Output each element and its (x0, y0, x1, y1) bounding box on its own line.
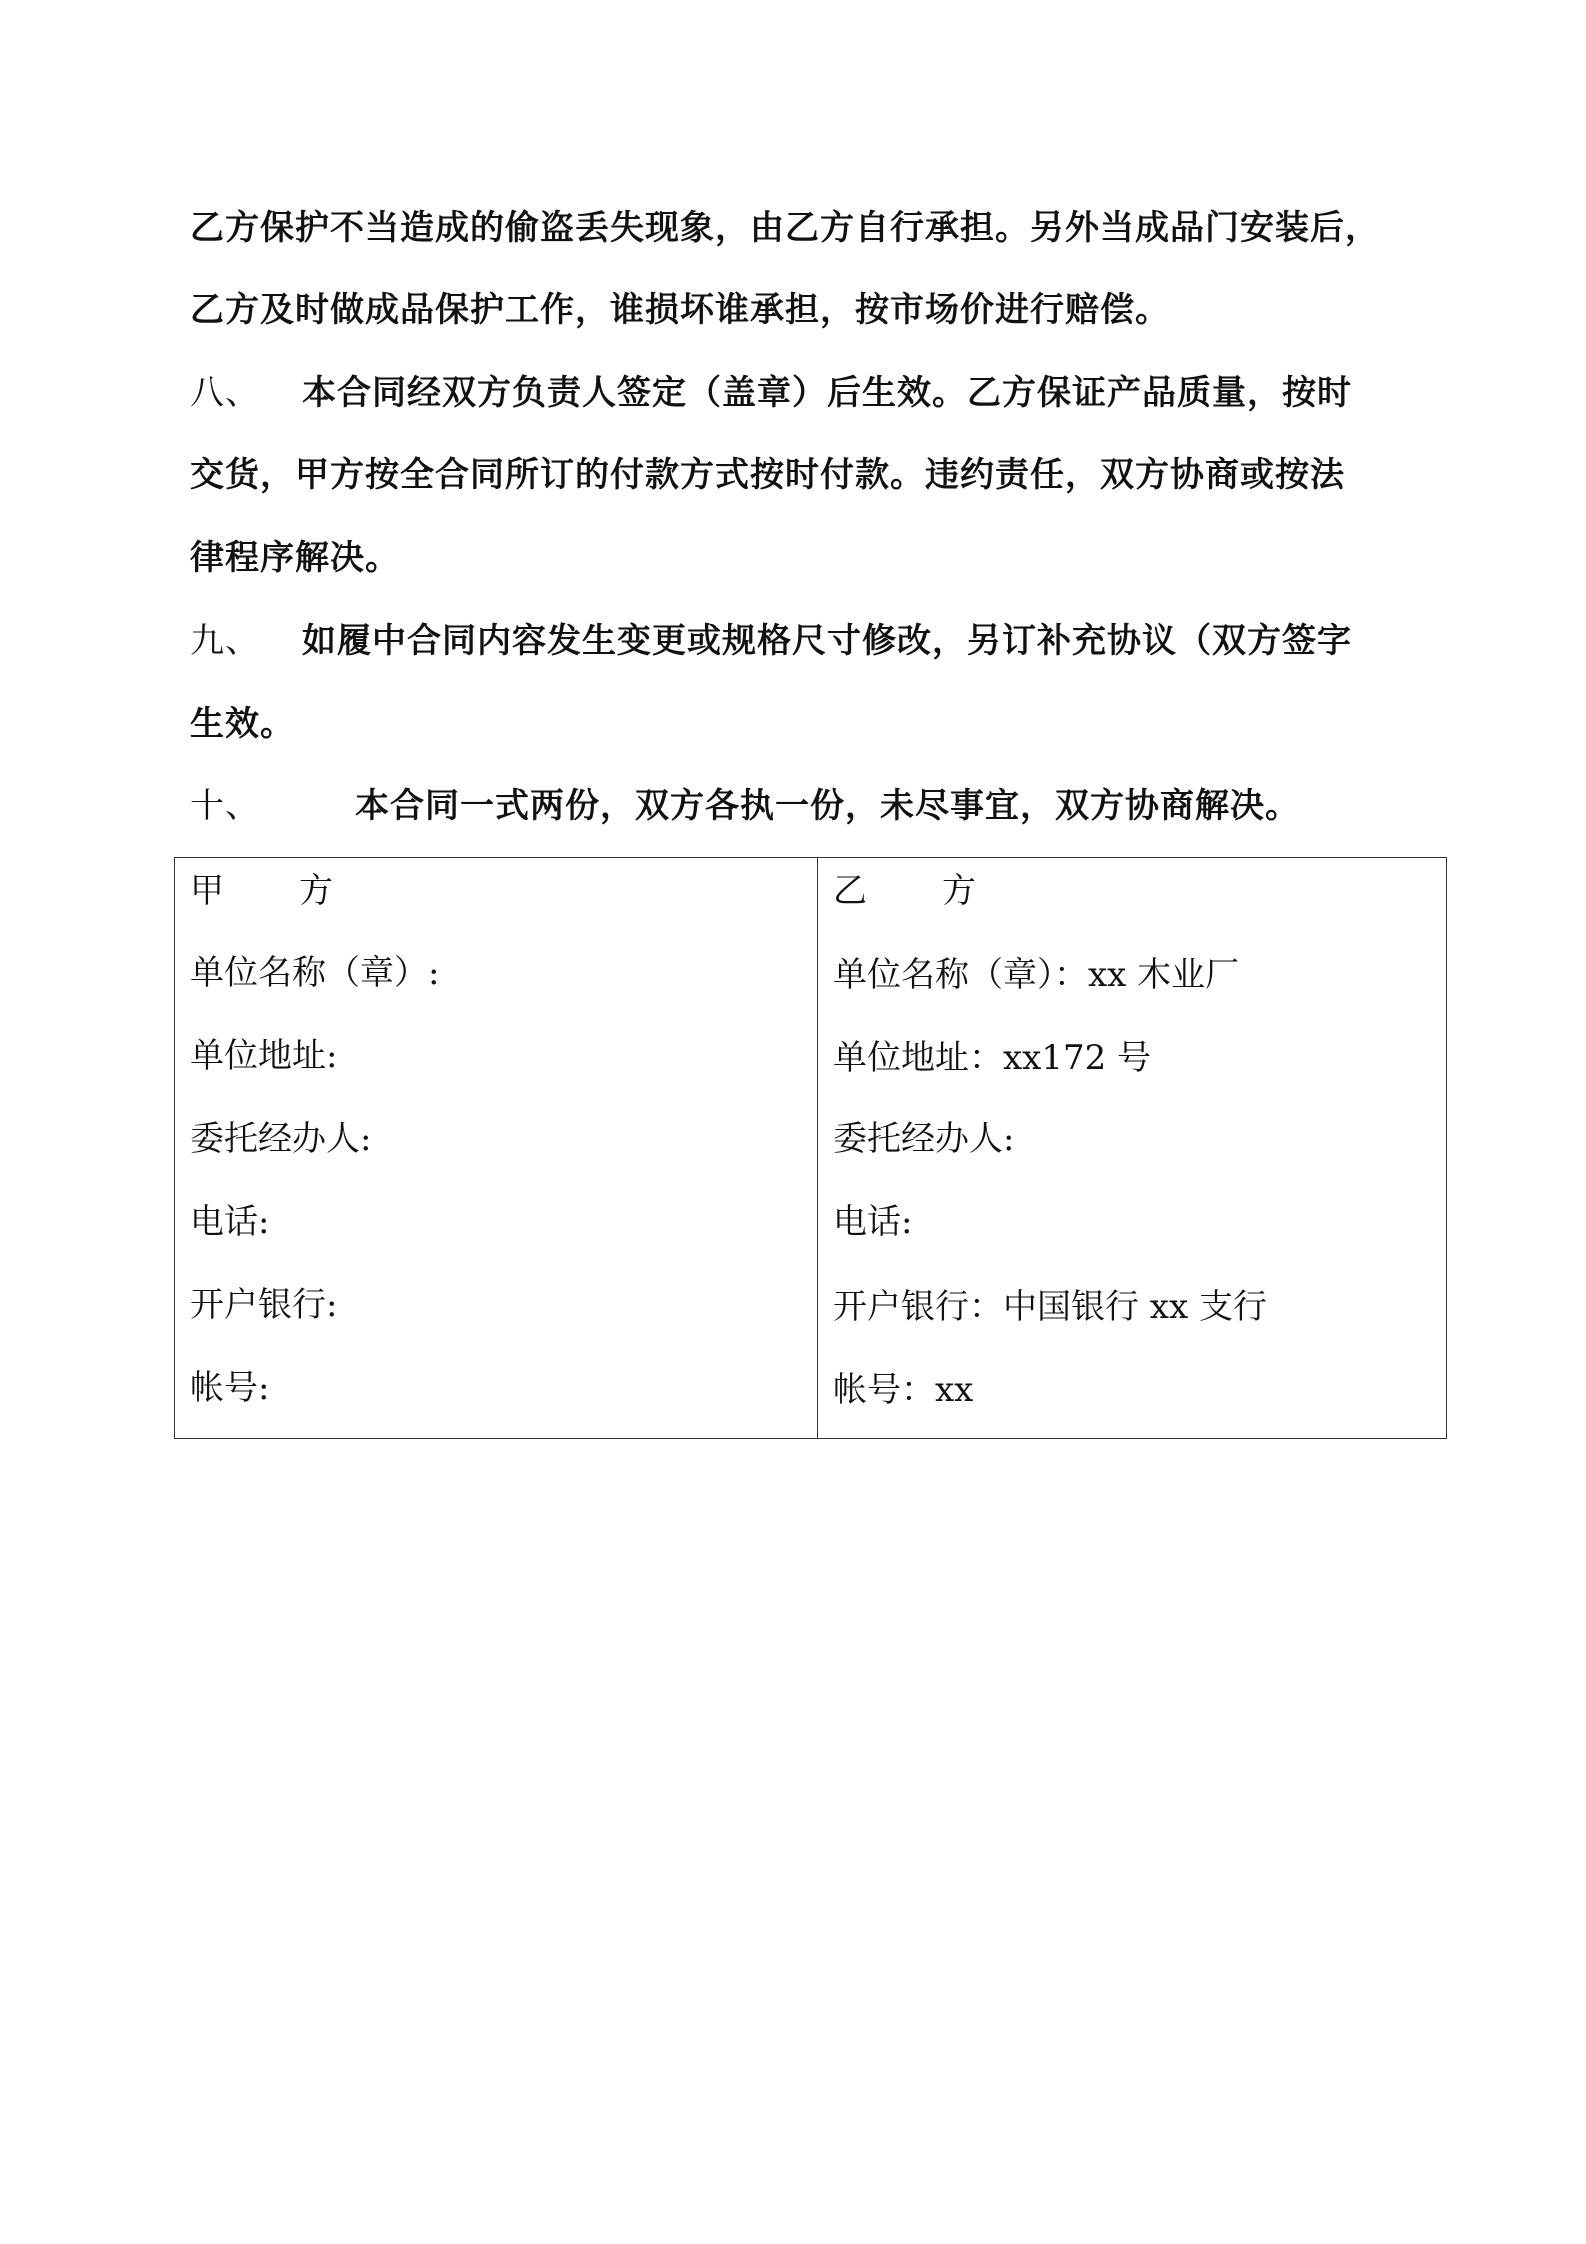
party-b-account: 帐号：xx (833, 1370, 974, 1410)
clause-10-text-1: 本合同一式两份，双方各执一份，未尽事宜，双方协商解决。 (355, 786, 1300, 826)
party-a-phone: 电话: (190, 1202, 270, 1242)
party-b-agent: 委托经办人: (833, 1119, 1015, 1159)
clause-8-line-3: 律程序解决。 (190, 538, 400, 578)
party-b-title (833, 871, 976, 911)
party-a-unit-address: 单位地址: (190, 1036, 338, 1076)
party-b-title-char-2: 方 (942, 871, 976, 911)
party-a-title-char-2: 方 (299, 871, 333, 911)
party-a-account: 帐号: (190, 1368, 270, 1408)
paragraph-7-continuation-line-1: 乙方保护不当造成的偷盗丢失现象，由乙方自行承担。另外当成品门安装后， (190, 208, 1380, 248)
party-b-unit-address: 单位地址：xx172 号 (833, 1038, 1152, 1078)
clause-10-line-1 (190, 786, 1300, 826)
party-a-title (190, 871, 333, 911)
parties-table (174, 857, 1447, 1439)
paragraph-7-continuation-line-2: 乙方及时做成品保护工作，谁损坏谁承担，按市场价进行赔偿。 (190, 290, 1170, 330)
party-a-unit-name: 单位名称（章）: (190, 953, 440, 993)
clause-8-line-2: 交货，甲方按全合同所订的付款方式按时付款。违约责任，双方协商或按法 (190, 455, 1345, 495)
party-a-agent: 委托经办人: (190, 1119, 372, 1159)
clause-8-line-1 (190, 373, 1352, 413)
party-b-title-char-1: 乙 (833, 871, 867, 911)
party-a-cell (175, 858, 818, 1439)
party-a-title-char-1: 甲 (190, 871, 224, 911)
clause-9-text-1: 如履中合同内容发生变更或规格尺寸修改，另订补充协议（双方签字 (302, 621, 1352, 661)
party-b-bank: 开户银行：中国银行 xx 支行 (833, 1287, 1267, 1327)
party-b-cell (818, 858, 1447, 1439)
party-b-phone: 电话: (833, 1202, 913, 1242)
party-b-unit-name: 单位名称（章）：xx 木业厂 (833, 955, 1240, 995)
clause-8-text-1: 本合同经双方负责人签定（盖章）后生效。乙方保证产品质量，按时 (302, 373, 1352, 413)
clause-9-line-1 (190, 621, 1352, 661)
clause-9-number: 九、 (190, 621, 260, 661)
clause-9-line-2: 生效。 (190, 704, 295, 744)
party-a-bank: 开户银行: (190, 1285, 338, 1325)
clause-8-number: 八、 (190, 373, 260, 413)
clause-10-number: 十、 (190, 786, 260, 826)
